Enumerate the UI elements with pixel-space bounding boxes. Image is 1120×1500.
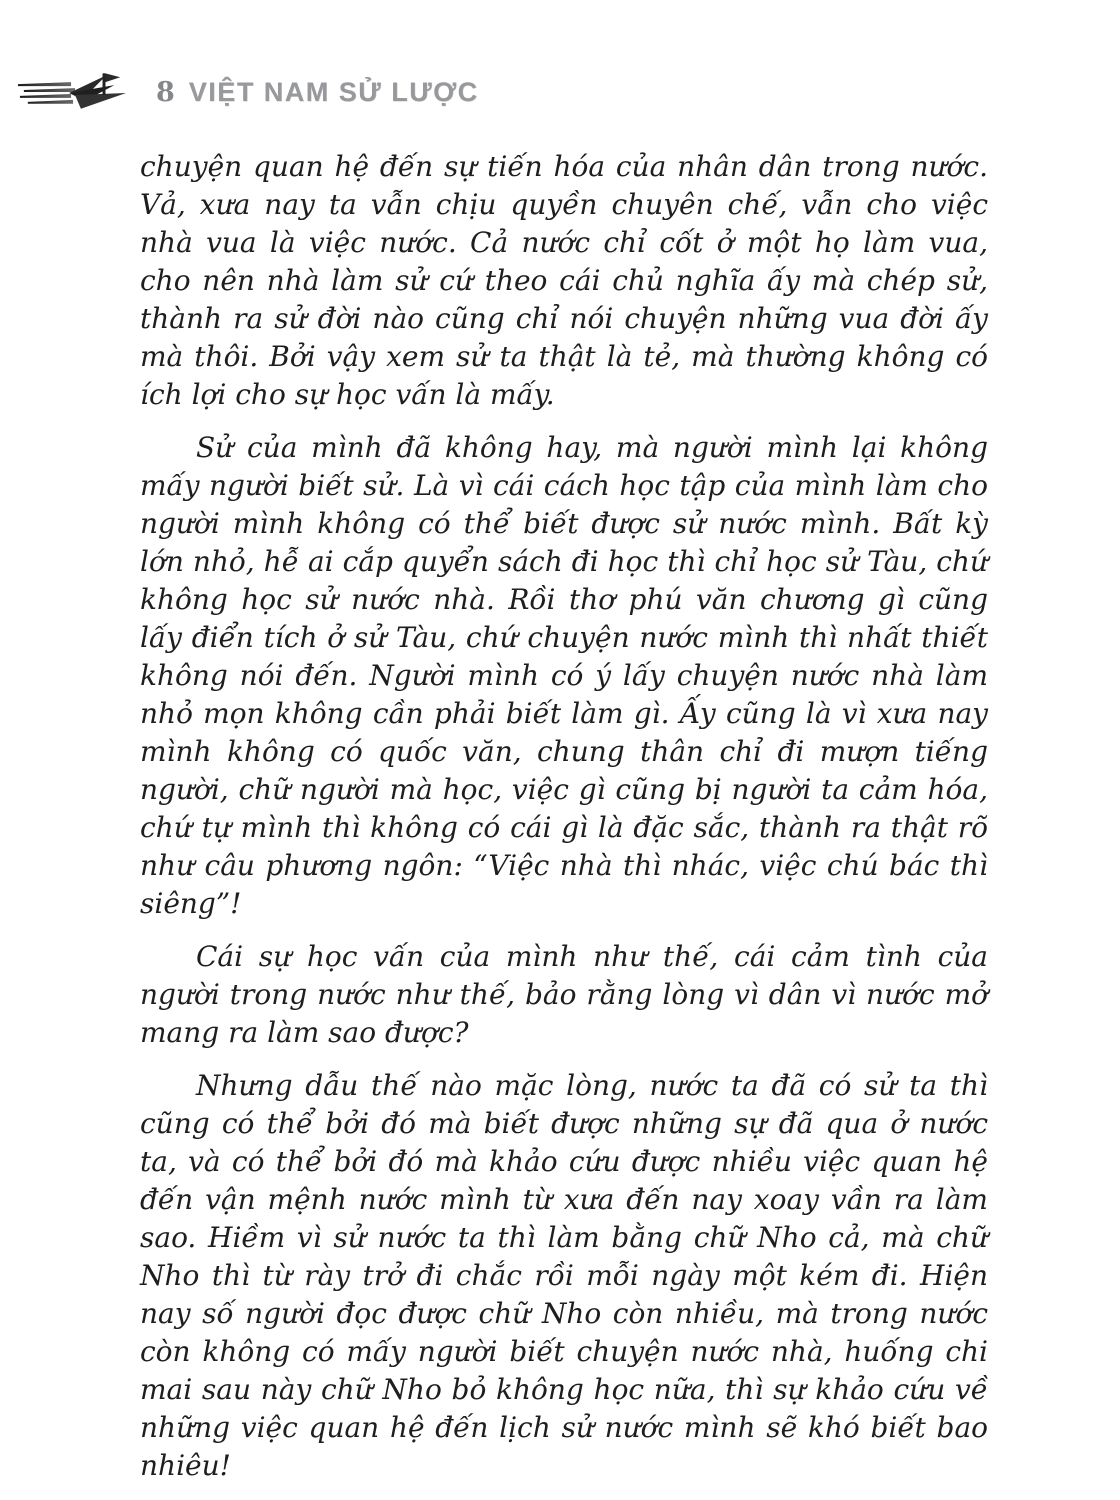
- page-number: 8: [156, 76, 175, 108]
- page-header: [0, 68, 1120, 116]
- paragraph: Nhưng dẫu thế nào mặc lòng, nước ta đã có sử ta thì cũng có thể bởi đó mà biết được những sự đã qua ở nước ta, và có thể bởi đó mà khảo cứu được nhiều việc quan hệ đến vận mệnh nước mình từ xưa đến nay xoay vần ra làm sao. Hiềm vì sử nước ta thì làm bằng chữ Nho cả, mà chữ Nho thì từ rày trở đi chắc rồi mỗi ngày một kém đi. Hiện nay số người đọc được chữ Nho còn nhiều, mà trong nước còn không có mấy người biết chuyện nước nhà, huống chi mai sau này chữ Nho bỏ không học nữa, thì sự khảo cứu về những việc quan hệ đến lịch sử nước mình sẽ khó biết bao nhiêu!: [140, 1069, 988, 1482]
- publisher-logo-icon: [16, 71, 134, 113]
- book-title: VIỆT NAM SỬ LƯỢC: [188, 76, 479, 107]
- paragraph: chuyện quan hệ đến sự tiến hóa của nhân dân trong nước. Vả, xưa nay ta vẫn chịu quyền chuyên chế, vẫn cho việc nhà vua là việc nước. Cả nước chỉ cốt ở một họ làm vua, cho nên nhà làm sử cứ theo cái chủ nghĩa ấy mà chép sử, thành ra sử đời nào cũng chỉ nói chuyện những vua đời ấy mà thôi. Bởi vậy xem sử ta thật là tẻ, mà thường không có ích lợi cho sự học vấn là mấy.: [140, 150, 988, 411]
- paragraph: Cái sự học vấn của mình như thế, cái cảm tình của người trong nước như thế, bảo rằng lòng vì dân vì nước mở mang ra làm sao được?: [140, 940, 988, 1049]
- body-text: [140, 148, 988, 1500]
- paragraph: Sử của mình đã không hay, mà người mình lại không mấy người biết sử. Là vì cái cách học tập của mình làm cho người mình không có thể biết được sử nước mình. Bất kỳ lớn nhỏ, hễ ai cắp quyển sách đi học thì chỉ học sử Tàu, chứ không học sử nước nhà. Rồi thơ phú văn chương gì cũng lấy điển tích ở sử Tàu, chứ chuyện nước mình thì nhất thiết không nói đến. Người mình có ý lấy chuyện nước nhà làm nhỏ mọn không cần phải biết làm gì. Ấy cũng là vì xưa nay mình không có quốc văn, chung thân chỉ đi mượn tiếng người, chữ người mà học, việc gì cũng bị người ta cảm hóa, chứ tự mình thì không có cái gì là đặc sắc, thành ra thật rõ như câu phương ngôn: “Việc nhà thì nhác, việc chú bác thì siêng”!: [140, 431, 988, 920]
